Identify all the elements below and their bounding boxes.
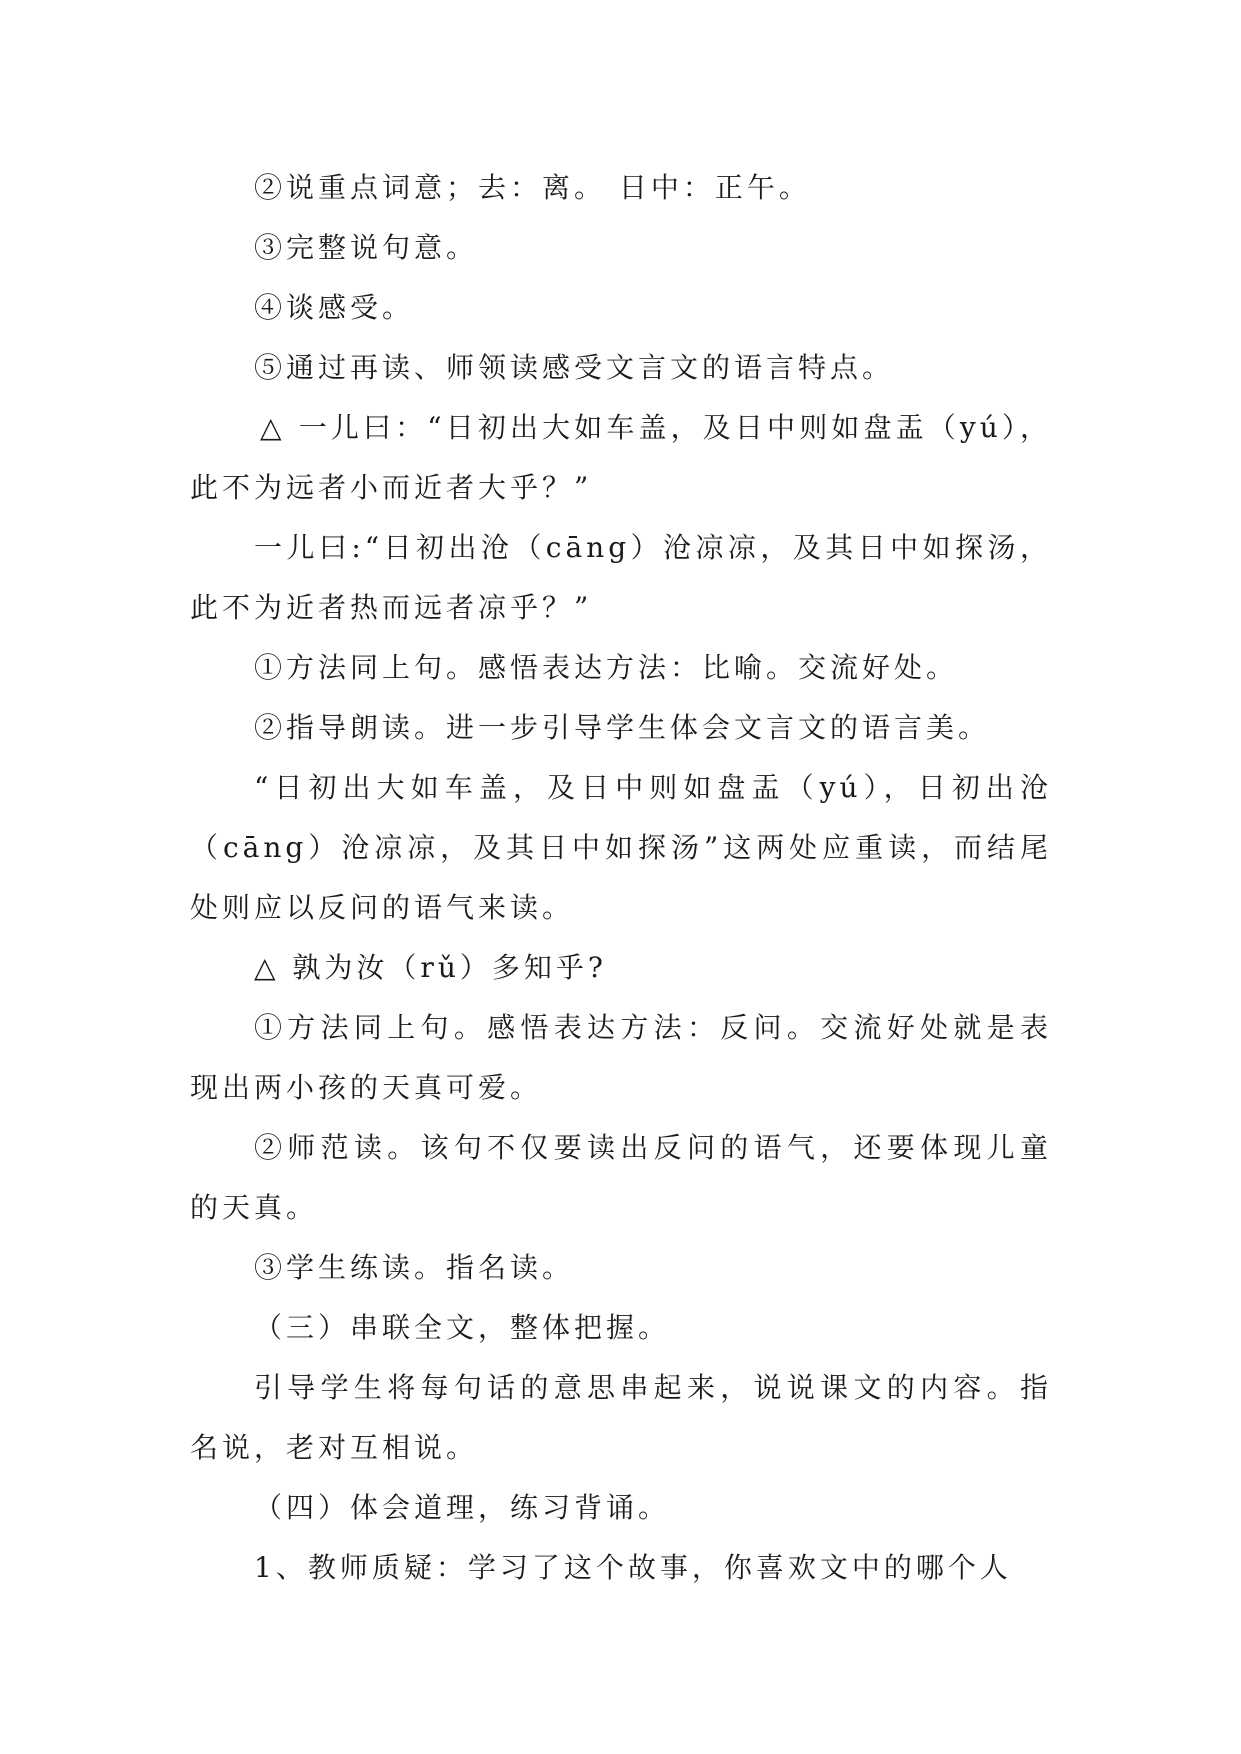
- document-body: [190, 158, 1052, 1598]
- paragraph-reread: ⑤通过再读、师领读感受文言文的语言特点。: [254, 351, 895, 384]
- paragraph-method-metaphor: ①方法同上句。感悟表达方法：比喻。交流好处。: [254, 651, 959, 684]
- paragraph-question: △ 孰为汝（rǔ）多知乎?: [254, 951, 607, 984]
- paragraph-emphasis: “日初出大如车盖，及日中则如盘盂（yú），日初出沧（cāng）沧凉凉，及其日中如探汤”这两处应重读，而结尾处则应以反问的语气来读。: [190, 771, 1052, 924]
- paragraph-sentence-meaning: ③完整说句意。: [254, 231, 479, 264]
- paragraph-student-practice: ③学生练读。指名读。: [254, 1251, 575, 1284]
- section-heading-4: （四）体会道理，练习背诵。: [254, 1491, 671, 1524]
- paragraph-quote-2: 一儿曰:“日初出沧（cāng）沧凉凉，及其日中如探汤，此不为近者热而远者凉乎？”: [190, 531, 1052, 624]
- paragraph-summary: 引导学生将每句话的意思串起来，说说课文的内容。指名说，老对互相说。: [190, 1371, 1052, 1464]
- paragraph-reading-guide: ②指导朗读。进一步引导学生体会文言文的语言美。: [254, 711, 991, 744]
- paragraph-method-rhetorical: ①方法同上句。感悟表达方法：反问。交流好处就是表现出两小孩的天真可爱。: [190, 1011, 1052, 1104]
- paragraph-teacher-question: 1、教师质疑：学习了这个故事，你喜欢文中的哪个人: [254, 1551, 1012, 1584]
- paragraph-word-meaning: ②说重点词意；去：离。 日中：正午。: [254, 171, 811, 204]
- section-heading-3: （三）串联全文，整体把握。: [254, 1311, 671, 1344]
- paragraph-quote-1: △ 一儿曰：“日初出大如车盖，及日中则如盘盂（yú），此不为远者小而近者大乎？”: [190, 411, 1052, 504]
- paragraph-teacher-reading: ②师范读。该句不仅要读出反问的语气，还要体现儿童的天真。: [190, 1131, 1052, 1224]
- paragraph-feelings: ④谈感受。: [254, 291, 415, 324]
